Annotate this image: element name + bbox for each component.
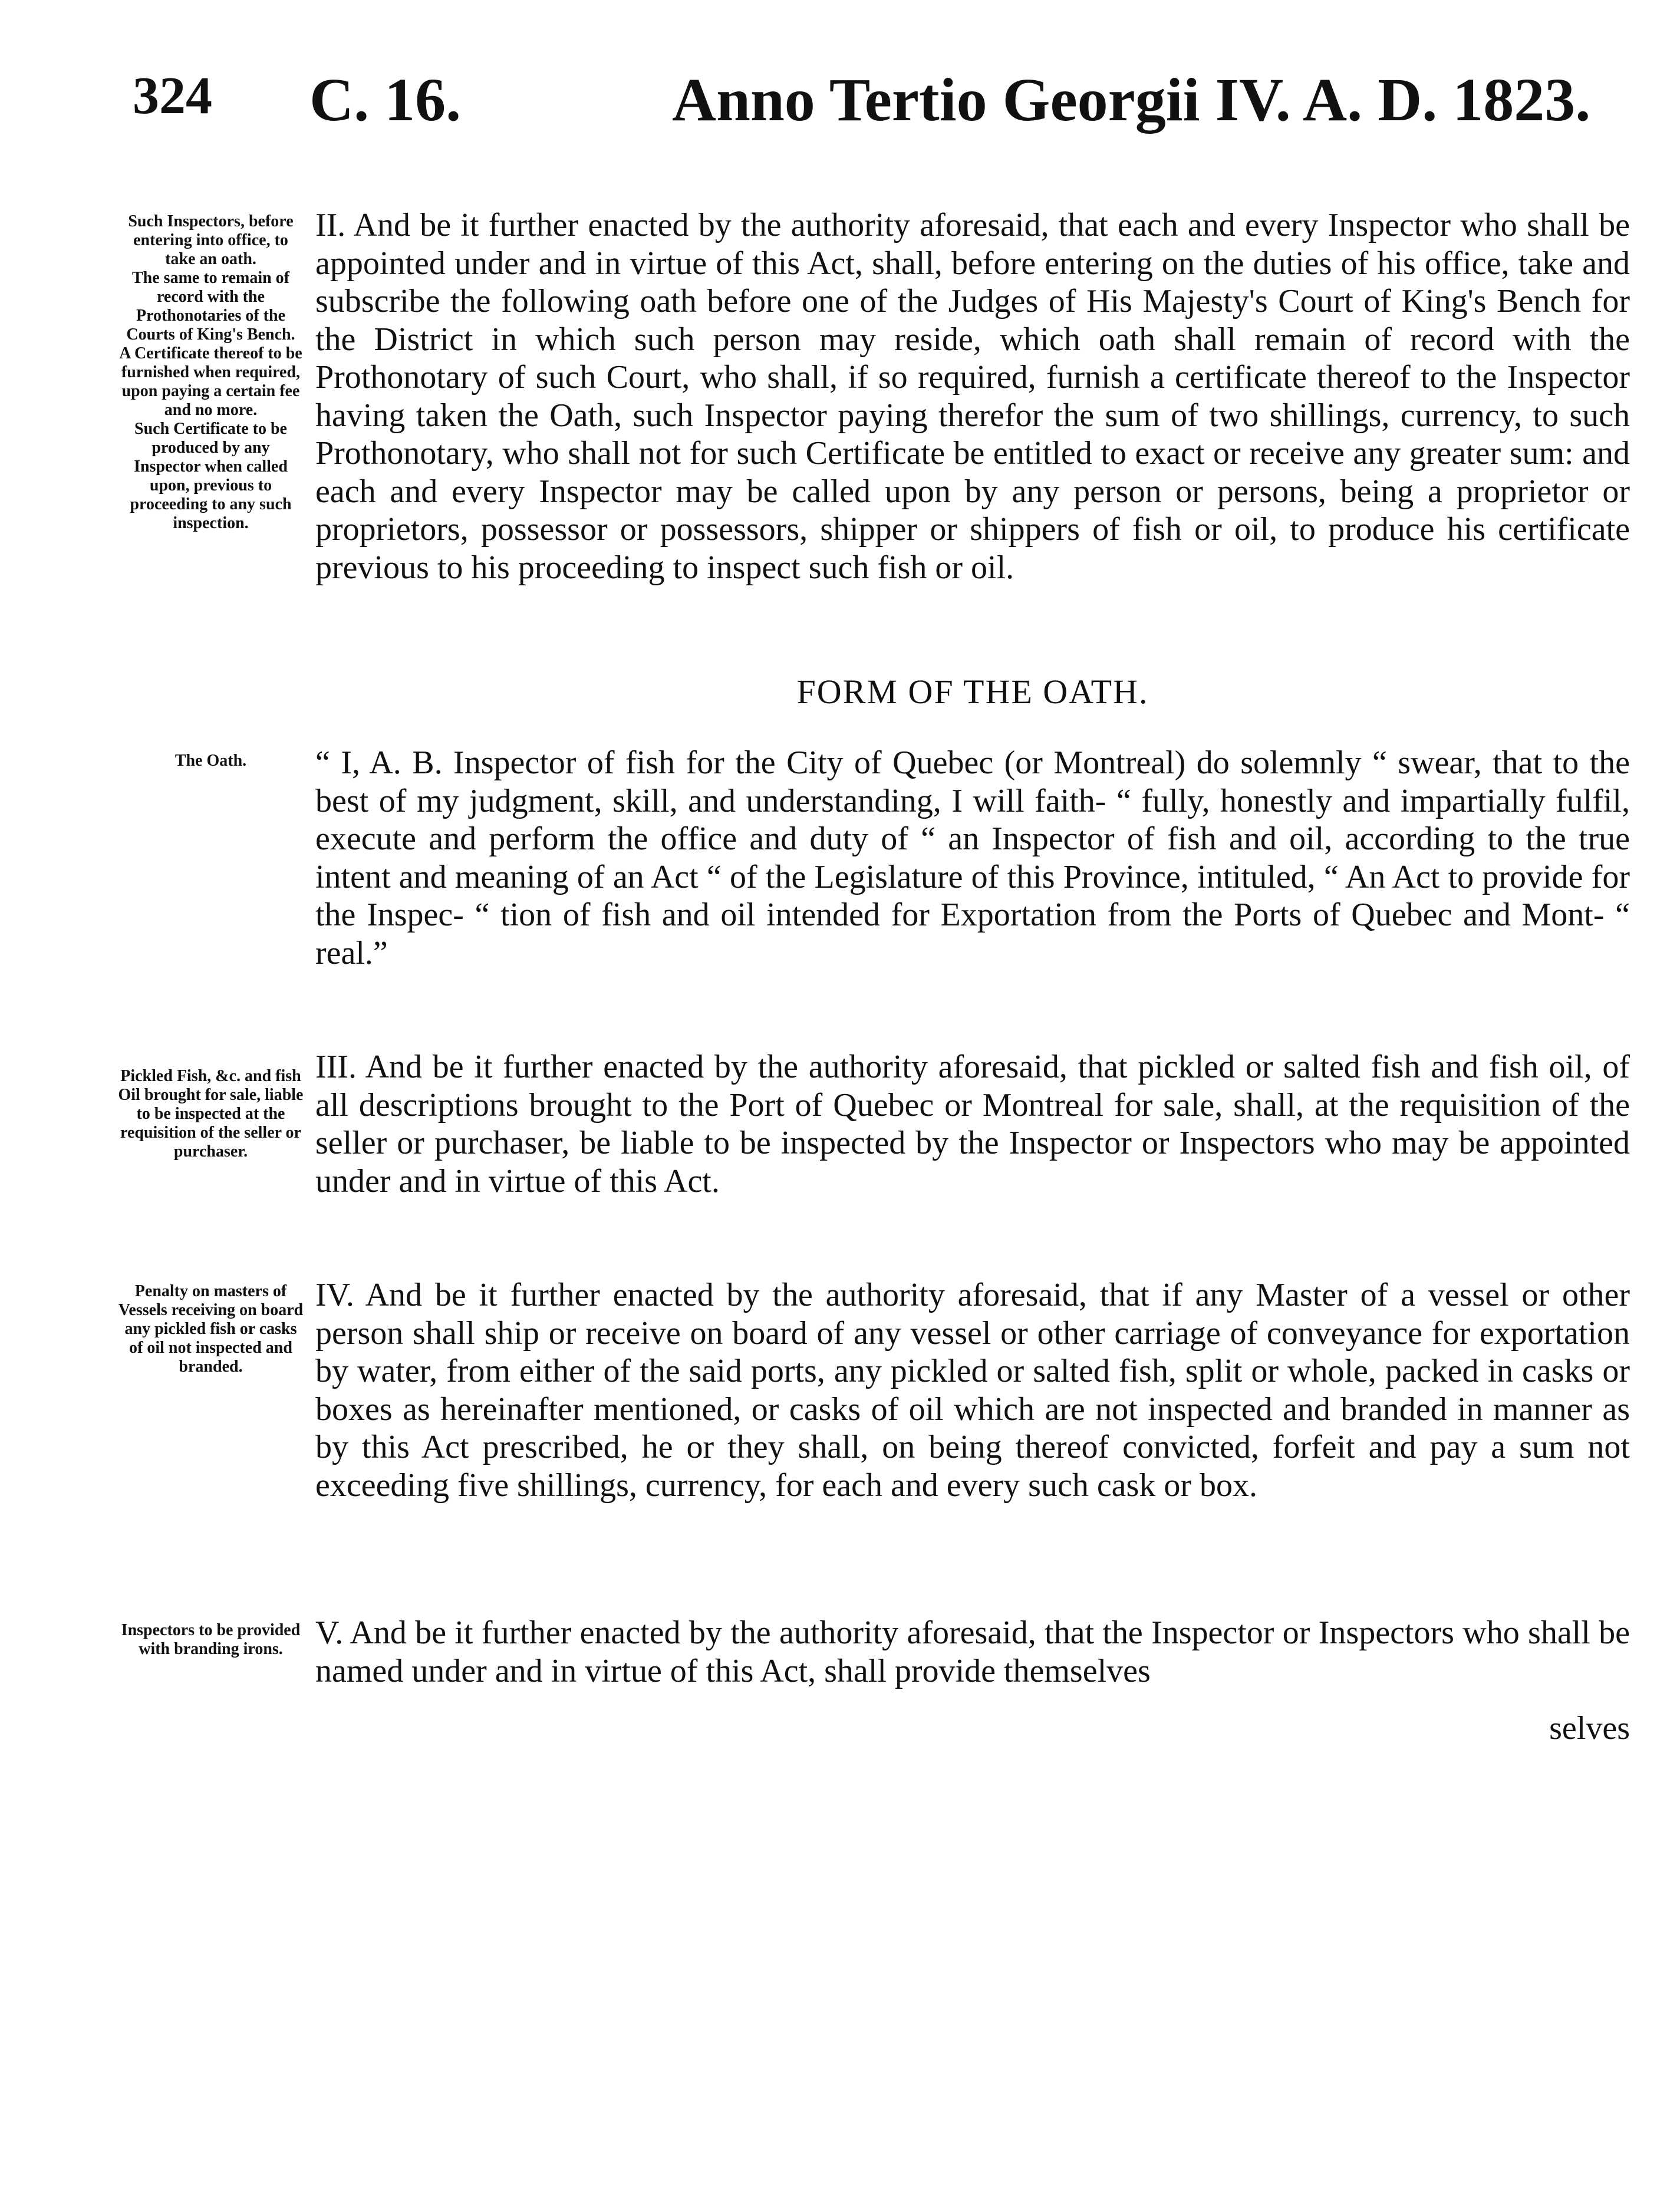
section-ii: II. And be it further enacted by the authority aforesaid, that each and every Inspector who shall be appointed under and in virtue of this Act, shall, before entering on the duties of his office, take and subscribe the following oath before one of the Judges of His Majesty's Court of King's Bench for the District in which such person may reside, which oath shall remain of record with the Prothonotary of such Court, who shall, if so required, furnish a certificate thereof to the Inspector having taken the Oath, such Inspector paying therefor the sum of two shillings, currency, to such Prothonotary, who shall not for such Certificate be entitled to exact or receive any greater sum: and each and every Inspector may be called upon by any person or persons, being a proprietor or proprietors, possessor or possessors, shipper or shippers of fish or oil, to produce his certificate previous to his proceeding to inspect such fish or oil. xyxy=(315,207,1630,586)
margin-note-penalty xyxy=(118,1282,304,1376)
section-iii: III. And be it further enacted by the authority aforesaid, that pickled or salted fish and fish oil, of all descriptions brought to the Port of Quebec or Montreal for sale, shall, at the requisition of the seller or purchaser, be liable to be inspected by the Inspector or Inspectors who may be appointed under and in virtue of this Act. xyxy=(315,1049,1630,1200)
running-header xyxy=(133,66,1630,146)
margin-note-text: Such Inspectors, before entering into office, to take an oath. xyxy=(128,212,294,268)
catchword: selves xyxy=(1549,1710,1630,1747)
margin-note-oath xyxy=(118,752,304,770)
margin-note-text: The Oath. xyxy=(174,752,247,770)
margin-note-text: Inspectors to be provided with branding irons. xyxy=(121,1621,301,1658)
oath-heading: FORM OF THE OATH. xyxy=(796,673,1149,711)
chapter-number: C. 16. xyxy=(309,66,462,134)
margin-note-text: Pickled Fish, &c. and fish Oil brought for sale, liable to be inspected at the requisition of the seller or purchaser. xyxy=(118,1067,304,1161)
margin-note-text: The same to remain of record with the Prothonotaries of the Courts of King's Bench. xyxy=(126,269,295,344)
oath-text: “ I, A. B. Inspector of fish for the City of Quebec (or Montreal) do solemnly “ swear, that to the best of my judgment, skill, and understanding, I will faith- “ fully, honestly and impartially fulfil, execute and perform the office and duty of “ an Inspector of fish and oil, according to the true intent and meaning of an Act “ of the Legislature of this Province, intituled, “ An Act to provide for the Inspec- “ tion of fish and oil intended for Exportation from the Ports of Quebec and Mont- “ real.” xyxy=(315,744,1630,971)
margin-note-branding-irons xyxy=(118,1621,304,1659)
calendar-year: A. D. 1823. xyxy=(1303,66,1591,134)
page-number: 324 xyxy=(133,67,212,125)
regnal-year-title: Anno Tertio Georgii IV. xyxy=(672,66,1291,134)
margin-note-text: Penalty on masters of Vessels receiving on board any pickled fish or casks of oil not inspected and branded. xyxy=(118,1282,304,1376)
section-v: V. And be it further enacted by the authority aforesaid, that the Inspector or Inspectors who shall be named under and in virtue of this Act, shall provide themselves xyxy=(315,1615,1630,1689)
section-iv: IV. And be it further enacted by the authority aforesaid, that if any Master of a vessel or other person shall ship or receive on board of any vessel or other carriage of conveyance for exportation by water, from either of the said ports, any pickled or salted fish, split or whole, packed in casks or boxes as hereinafter mentioned, or casks of oil which are not inspected and branded in manner as by this Act prescribed, he or they shall, on being thereof convicted, forfeit and pay a sum not exceeding five shillings, currency, for each and every such cask or box. xyxy=(315,1277,1630,1504)
margin-note-text: Such Certificate to be produced by any Inspector when called upon, previous to proceeding to any such inspection. xyxy=(130,420,292,532)
margin-note-inspector-oath xyxy=(118,212,304,533)
margin-note-pickled-fish xyxy=(118,1067,304,1161)
margin-note-text: A Certificate thereof to be furnished when required, upon paying a certain fee and no more. xyxy=(119,344,302,419)
